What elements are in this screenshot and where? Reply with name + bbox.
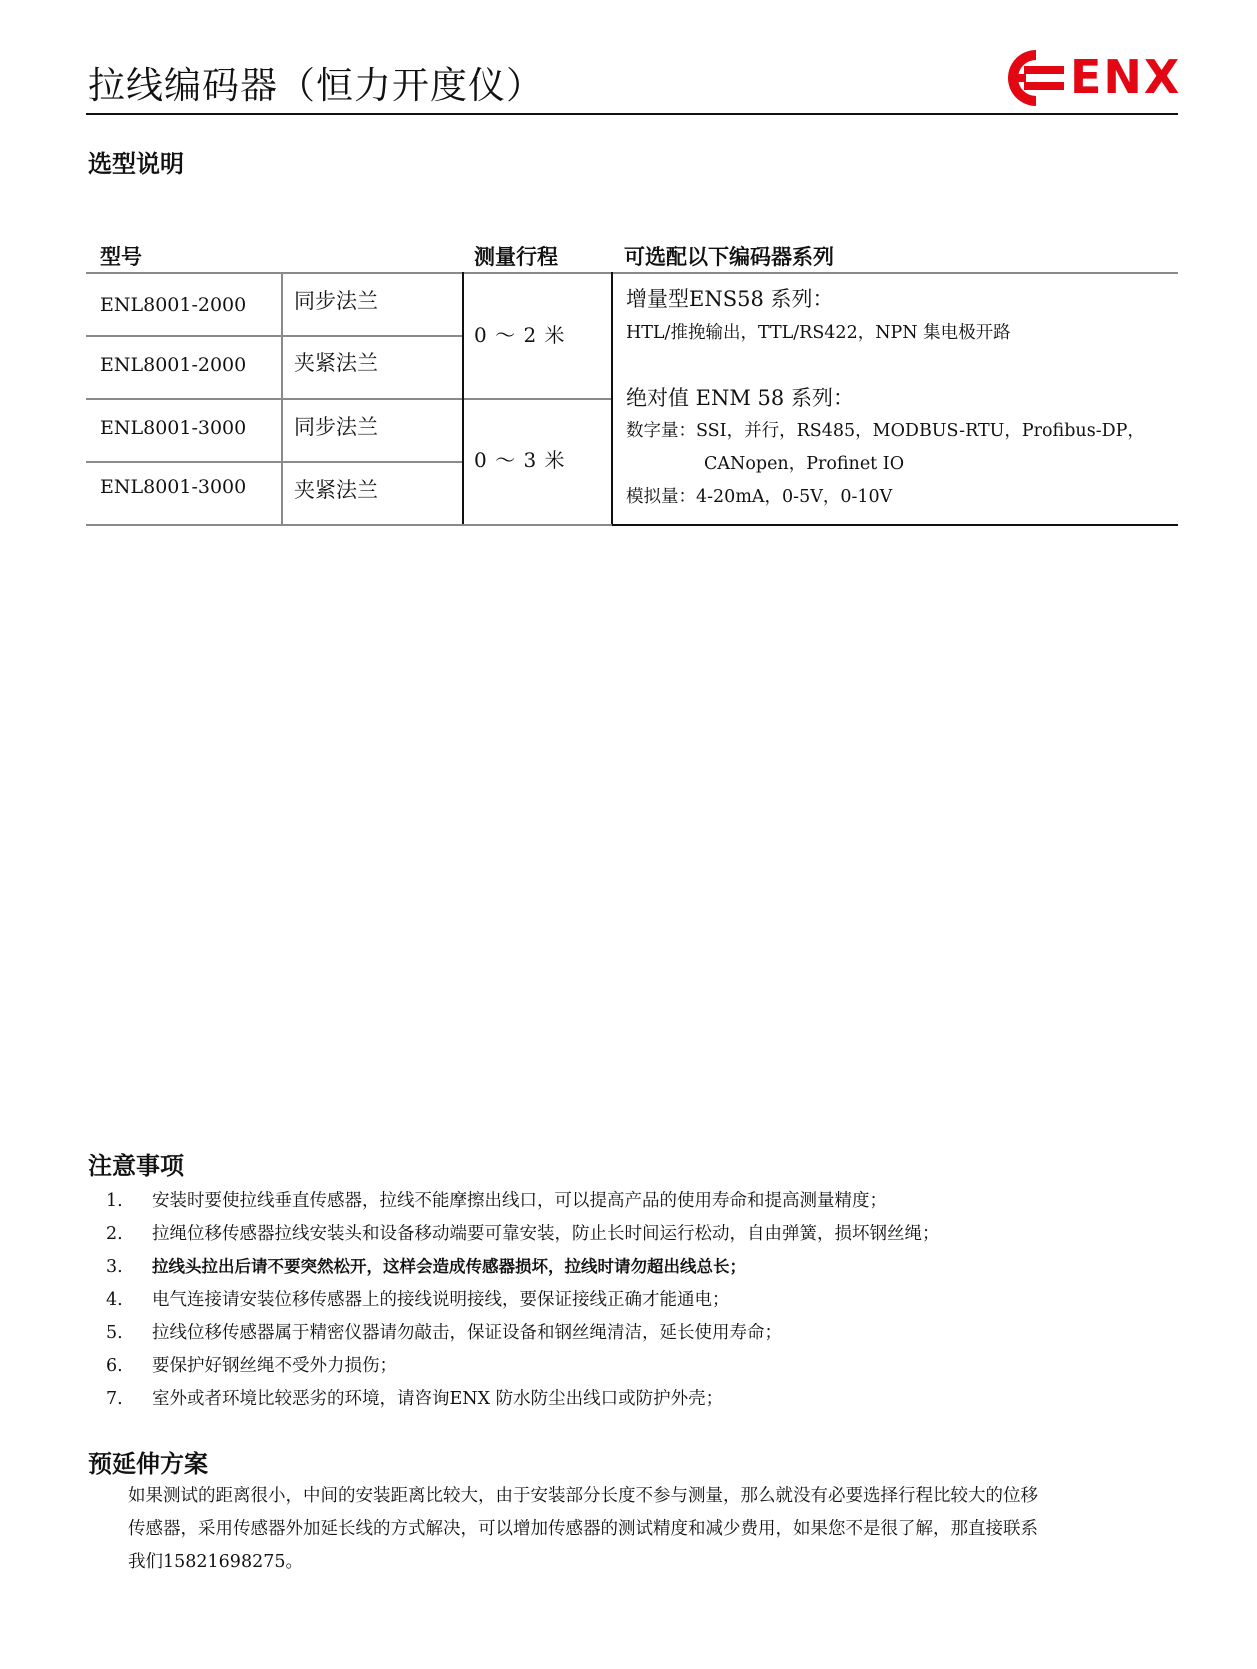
row-divider bbox=[86, 335, 463, 337]
logo-wordmark: ENX bbox=[1070, 50, 1182, 104]
notes-heading: 注意事项 bbox=[88, 1152, 184, 1180]
note-text: 室外或者环境比较恶劣的环境，请咨询ENX 防水防尘出线口或防护外壳； bbox=[152, 1389, 724, 1409]
extension-paragraph bbox=[128, 1480, 1128, 1579]
note-text: 要保护好钢丝绳不受外力损伤； bbox=[152, 1356, 397, 1376]
note-number: 6. bbox=[106, 1356, 123, 1376]
logo-mark-icon bbox=[1004, 46, 1074, 110]
table-row-flange: 夹紧法兰 bbox=[294, 478, 378, 502]
note-text: 拉线头拉出后请不要突然松开，这样会造成传感器损坏，拉线时请勿超出线总长； bbox=[152, 1257, 746, 1276]
list-item bbox=[100, 1287, 1160, 1320]
header-divider bbox=[86, 113, 1178, 115]
table-header-rule bbox=[86, 272, 1178, 274]
table-row-model: ENL8001-3000 bbox=[100, 476, 247, 498]
column-divider bbox=[281, 272, 283, 526]
table-row-flange: 夹紧法兰 bbox=[294, 351, 378, 375]
document-title: 拉线编码器（恒力开度仪） bbox=[88, 64, 544, 107]
list-item bbox=[100, 1221, 1160, 1254]
paragraph-line: 我们15821698275。 bbox=[128, 1552, 303, 1572]
column-divider bbox=[611, 272, 613, 526]
analog-output-line: 模拟量：4-20mA，0-5V，0-10V bbox=[626, 487, 893, 507]
note-text: 安装时要使拉线垂直传感器，拉线不能摩擦出线口，可以提高产品的使用寿命和提高测量精度； bbox=[152, 1191, 887, 1211]
group-divider bbox=[86, 398, 612, 400]
digital-output-line-continued: CANopen，Profinet IO bbox=[704, 454, 905, 474]
digital-output-line: 数字量：SSI，并行，RS485，MODBUS-RTU，Profibus-DP， bbox=[626, 421, 1145, 441]
extension-heading: 预延伸方案 bbox=[88, 1450, 208, 1478]
note-number: 3. bbox=[106, 1257, 123, 1277]
header-model: 型号 bbox=[100, 245, 142, 269]
list-item bbox=[100, 1188, 1160, 1221]
absolute-series-title: 绝对值 ENM 58 系列： bbox=[626, 386, 854, 410]
list-item bbox=[100, 1386, 1160, 1419]
incremental-series-detail: HTL/推挽输出，TTL/RS422，NPN 集电极开路 bbox=[626, 323, 1011, 343]
enx-logo bbox=[1004, 46, 1184, 110]
table-row-model: ENL8001-2000 bbox=[100, 294, 247, 316]
table-row-flange: 同步法兰 bbox=[294, 289, 378, 313]
column-divider bbox=[462, 272, 464, 526]
note-number: 4. bbox=[106, 1290, 123, 1310]
header-range: 测量行程 bbox=[474, 245, 558, 269]
table-row-flange: 同步法兰 bbox=[294, 415, 378, 439]
note-text: 拉绳位移传感器拉线安装头和设备移动端要可靠安装，防止长时间运行松动，自由弹簧，损坏钢丝绳； bbox=[152, 1224, 940, 1244]
note-number: 1. bbox=[106, 1191, 123, 1211]
paragraph-line: 如果测试的距离很小，中间的安装距离比较大，由于安装部分长度不参与测量，那么就没有必要选择行程比较大的位移 bbox=[128, 1486, 1038, 1506]
note-text: 拉线位移传感器属于精密仪器请勿敲击，保证设备和钢丝绳清洁，延长使用寿命； bbox=[152, 1323, 782, 1343]
notes-list bbox=[100, 1188, 1160, 1419]
table-bottom-rule-dark bbox=[612, 524, 1178, 526]
table-row-model: ENL8001-2000 bbox=[100, 354, 247, 376]
selection-heading: 选型说明 bbox=[88, 150, 184, 178]
header-series: 可选配以下编码器系列 bbox=[624, 245, 834, 269]
note-number: 5. bbox=[106, 1323, 123, 1343]
incremental-series-title: 增量型ENS58 系列： bbox=[626, 287, 834, 311]
selection-table bbox=[86, 232, 1178, 528]
row-divider bbox=[86, 461, 463, 463]
note-number: 7. bbox=[106, 1389, 123, 1409]
list-item bbox=[100, 1320, 1160, 1353]
list-item bbox=[100, 1353, 1160, 1386]
range-2m: 0 ～ 2 米 bbox=[474, 323, 566, 347]
list-item bbox=[100, 1254, 1160, 1287]
range-3m: 0 ～ 3 米 bbox=[474, 448, 566, 472]
note-number: 2. bbox=[106, 1224, 123, 1244]
paragraph-line: 传感器，采用传感器外加延长线的方式解决，可以增加传感器的测试精度和减少费用，如果您不是很了解，那直接联系 bbox=[128, 1519, 1038, 1539]
table-row-model: ENL8001-3000 bbox=[100, 417, 247, 439]
note-text: 电气连接请安装位移传感器上的接线说明接线，要保证接线正确才能通电； bbox=[152, 1290, 730, 1310]
